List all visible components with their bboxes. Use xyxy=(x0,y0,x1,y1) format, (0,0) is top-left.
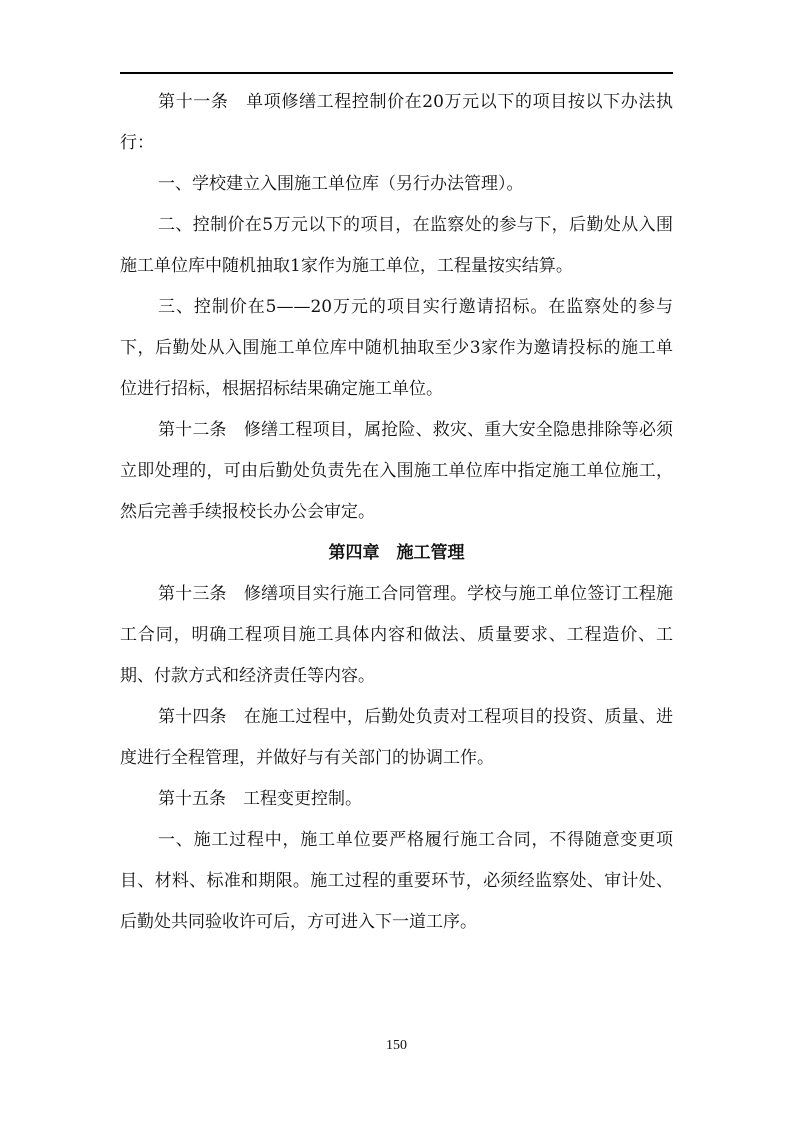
item-paragraph: 三、控制价在5——20万元的项目实行邀请招标。在监察处的参与下，后勤处从入围施工单位库中随机抽取至少3家作为邀请投标的施工单位进行招标，根据招标结果确定施工单位。 xyxy=(120,297,673,399)
article-11 xyxy=(120,82,673,164)
article-13 xyxy=(120,574,673,697)
article-text: 工程变更控制。 xyxy=(243,789,362,809)
item-paragraph: 一、学校建立入围施工单位库（另行办法管理）。 xyxy=(158,174,524,194)
chapter-heading: 第四章 施工管理 xyxy=(328,543,465,563)
article-12 xyxy=(120,410,673,533)
page-number: 150 xyxy=(386,1038,407,1053)
header-rule xyxy=(120,72,673,74)
article-text: 修缮工程项目，属抢险、救灾、重大安全隐患排除等必须立即处理的，可由后勤处负责先在入围施工单位库中指定施工单位施工，然后完善手续报校长办公会审定。 xyxy=(120,420,674,522)
item-paragraph: 一、施工过程中，施工单位要严格履行施工合同，不得随意变更项目、材料、标准和期限。施工过程的重要环节，必须经监察处、审计处、后勤处共同验收许可后，方可进入下一道工序。 xyxy=(120,830,673,932)
item-paragraph: 二、控制价在5万元以下的项目，在监察处的参与下，后勤处从入围施工单位库中随机抽取1家作为施工单位，工程量按实结算。 xyxy=(120,215,673,276)
article-label: 第十五条 xyxy=(158,789,226,809)
article-label: 第十四条 xyxy=(158,707,227,727)
document-body xyxy=(120,82,673,943)
article-text: 在施工过程中，后勤处负责对工程项目的投资、质量、进度进行全程管理，并做好与有关部门的协调工作。 xyxy=(120,707,674,768)
article-label: 第十一条 xyxy=(158,92,229,112)
article-label: 第十二条 xyxy=(158,420,227,440)
article-text: 单项修缮工程控制价在20万元以下的项目按以下办法执行： xyxy=(120,92,673,153)
article-label: 第十三条 xyxy=(158,584,227,604)
article-text: 修缮项目实行施工合同管理。学校与施工单位签订工程施工合同，明确工程项目施工具体内容和做法、质量要求、工程造价、工期、付款方式和经济责任等内容。 xyxy=(120,584,674,686)
article-14 xyxy=(120,697,673,779)
article-15 xyxy=(120,779,673,820)
